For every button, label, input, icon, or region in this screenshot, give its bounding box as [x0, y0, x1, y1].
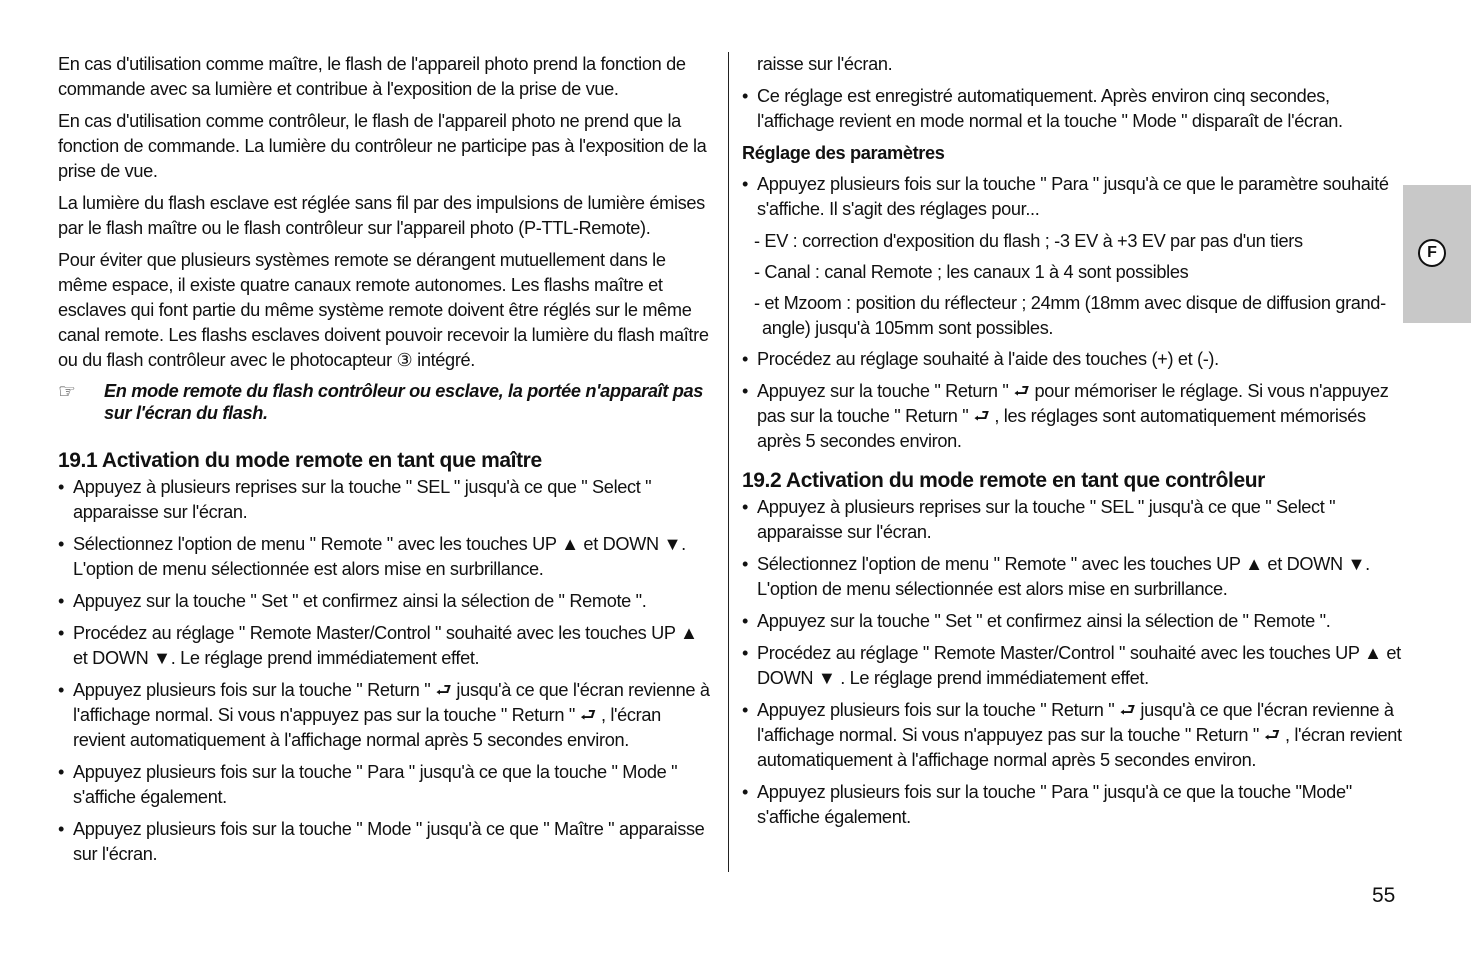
text-segment: jusqu'à ce que l'écran revienne à l'affichage normal. Si vous n'appuyez pas sur la touche " Return ": [757, 700, 1394, 745]
list-item: [742, 698, 1402, 773]
column-divider: [728, 52, 729, 872]
text-segment: , l'écran revient automatiquement à l'affichage normal après 5 secondes environ.: [73, 705, 661, 750]
paragraph: En cas d'utilisation comme contrôleur, le flash de l'appareil photo ne prend que la fonction de commande. La lumière du contrôleur ne participe pas à l'exposition de la prise de vue.: [58, 111, 707, 181]
text-segment: jusqu'à ce que l'écran revienne à l'affichage normal. Si vous n'appuyez pas sur la touche " Return ": [73, 680, 710, 725]
list-item: • Procédez au réglage " Remote Master/Control " souhaité avec les touches UP ▲ et DOWN ▼. Le réglage prend immédiatement effet.: [58, 621, 714, 671]
list-item: • Appuyez à plusieurs reprises sur la touche " SEL " jusqu'à ce que " Select " apparaisse sur l'écran.: [58, 475, 714, 525]
return-icon: ⮐: [1013, 381, 1030, 401]
list-item: • Procédez au réglage " Remote Master/Control " souhaité avec les touches UP ▲ et DOWN ▼ . Le réglage prend immédiatement effet.: [742, 641, 1402, 691]
return-icon: ⮐: [1119, 700, 1136, 720]
note: [58, 380, 714, 424]
language-tab: [1403, 185, 1471, 323]
return-icon: ⮐: [435, 680, 452, 700]
right-column: [742, 52, 1402, 837]
sub-item: - Canal : canal Remote ; les canaux 1 à 4 sont possibles: [754, 262, 1189, 282]
page-number: 55: [1372, 884, 1396, 907]
sub-item: - et Mzoom : position du réflecteur ; 24mm (18mm avec disque de diffusion grand-angle) jusqu'à 105mm sont possibles.: [754, 293, 1386, 338]
sub-item: - EV : correction d'exposition du flash ; -3 EV à +3 EV par pas d'un tiers: [754, 231, 1303, 251]
return-icon: ⮐: [973, 406, 990, 426]
subheading: Réglage des paramètres: [742, 143, 945, 163]
list-item: • Appuyez plusieurs fois sur la touche " Para " jusqu'à ce que le paramètre souhaité s'affiche. Il s'agit des réglages pour...: [742, 172, 1402, 222]
list-item-continuation: raisse sur l'écran.: [757, 54, 893, 74]
left-column: [58, 52, 714, 874]
step-list: [742, 52, 1402, 134]
return-icon: ⮐: [580, 705, 596, 725]
section-heading-19-2: 19.2 Activation du mode remote en tant que contrôleur: [742, 469, 1265, 492]
text-segment: , l'écran revient automatiquement à l'affichage normal après 5 secondes environ.: [757, 725, 1402, 770]
step-list: [58, 475, 714, 867]
list-item: • Procédez au réglage souhaité à l'aide des touches (+) et (-).: [742, 347, 1402, 372]
list-item: • Sélectionnez l'option de menu " Remote " avec les touches UP ▲ et DOWN ▼. L'option de menu sélectionnée est alors mise en surbrillance.: [742, 552, 1402, 602]
text-segment: Appuyez sur la touche " Return ": [757, 381, 1009, 401]
parameter-list: [742, 172, 1402, 454]
section-heading-19-1: 19.1 Activation du mode remote en tant que maître: [58, 449, 542, 472]
note-text: En mode remote du flash contrôleur ou esclave, la portée n'apparaît pas sur l'écran du flash.: [104, 381, 704, 423]
list-item: • Appuyez sur la touche " Set " et confirmez ainsi la sélection de " Remote ".: [742, 609, 1402, 634]
list-item: • Appuyez plusieurs fois sur la touche " Para " jusqu'à ce que la touche "Mode" s'affiche également.: [742, 780, 1402, 830]
paragraph: La lumière du flash esclave est réglée sans fil par des impulsions de lumière émises par le flash maître ou le flash contrôleur sur l'appareil photo (P-TTL-Remote).: [58, 193, 705, 238]
list-item: • Appuyez plusieurs fois sur la touche " Mode " jusqu'à ce que " Maître " apparaisse sur l'écran.: [58, 817, 714, 867]
list-item: [742, 379, 1402, 454]
return-icon: ⮐: [1264, 725, 1280, 745]
list-item: • Appuyez sur la touche " Set " et confirmez ainsi la sélection de " Remote ".: [58, 589, 714, 614]
paragraph: En cas d'utilisation comme maître, le flash de l'appareil photo prend la fonction de commande avec sa lumière et contribue à l'exposition de la prise de vue.: [58, 54, 686, 99]
step-list: [742, 495, 1402, 830]
list-item: • Appuyez plusieurs fois sur la touche " Para " jusqu'à ce que la touche " Mode " s'affiche également.: [58, 760, 714, 810]
list-item: • Sélectionnez l'option de menu " Remote " avec les touches UP ▲ et DOWN ▼. L'option de menu sélectionnée est alors mise en surbrillance.: [58, 532, 714, 582]
list-item: [58, 678, 714, 753]
list-item: • Appuyez à plusieurs reprises sur la touche " SEL " jusqu'à ce que " Select " apparaisse sur l'écran.: [742, 495, 1402, 545]
list-item: • Ce réglage est enregistré automatiquement. Après environ cinq secondes, l'affichage revient en mode normal et la touche " Mode " disparaît de l'écran.: [742, 84, 1402, 134]
pointing-hand-icon: ☞: [58, 381, 76, 403]
text-segment: pour mémoriser le réglage. Si vous n'appuyez pas sur la touche " Return ": [757, 381, 1389, 426]
language-tab-label: F: [1418, 239, 1446, 267]
paragraph: Pour éviter que plusieurs systèmes remote se dérangent mutuellement dans le même espace, il existe quatre canaux remote autonomes. Les flashs maître et esclaves qui font partie du même système remote doivent être réglés sur le même canal remote. Les flashs esclaves doivent pouvoir recevoir la lumière du flash maître ou du flash contrôleur avec le photocapteur ③ intégré.: [58, 250, 709, 370]
text-segment: , les réglages sont automatiquement mémorisés après 5 secondes environ.: [757, 406, 1366, 451]
text-segment: Appuyez plusieurs fois sur la touche " Return ": [73, 680, 431, 700]
text-segment: Appuyez plusieurs fois sur la touche " Return ": [757, 700, 1115, 720]
